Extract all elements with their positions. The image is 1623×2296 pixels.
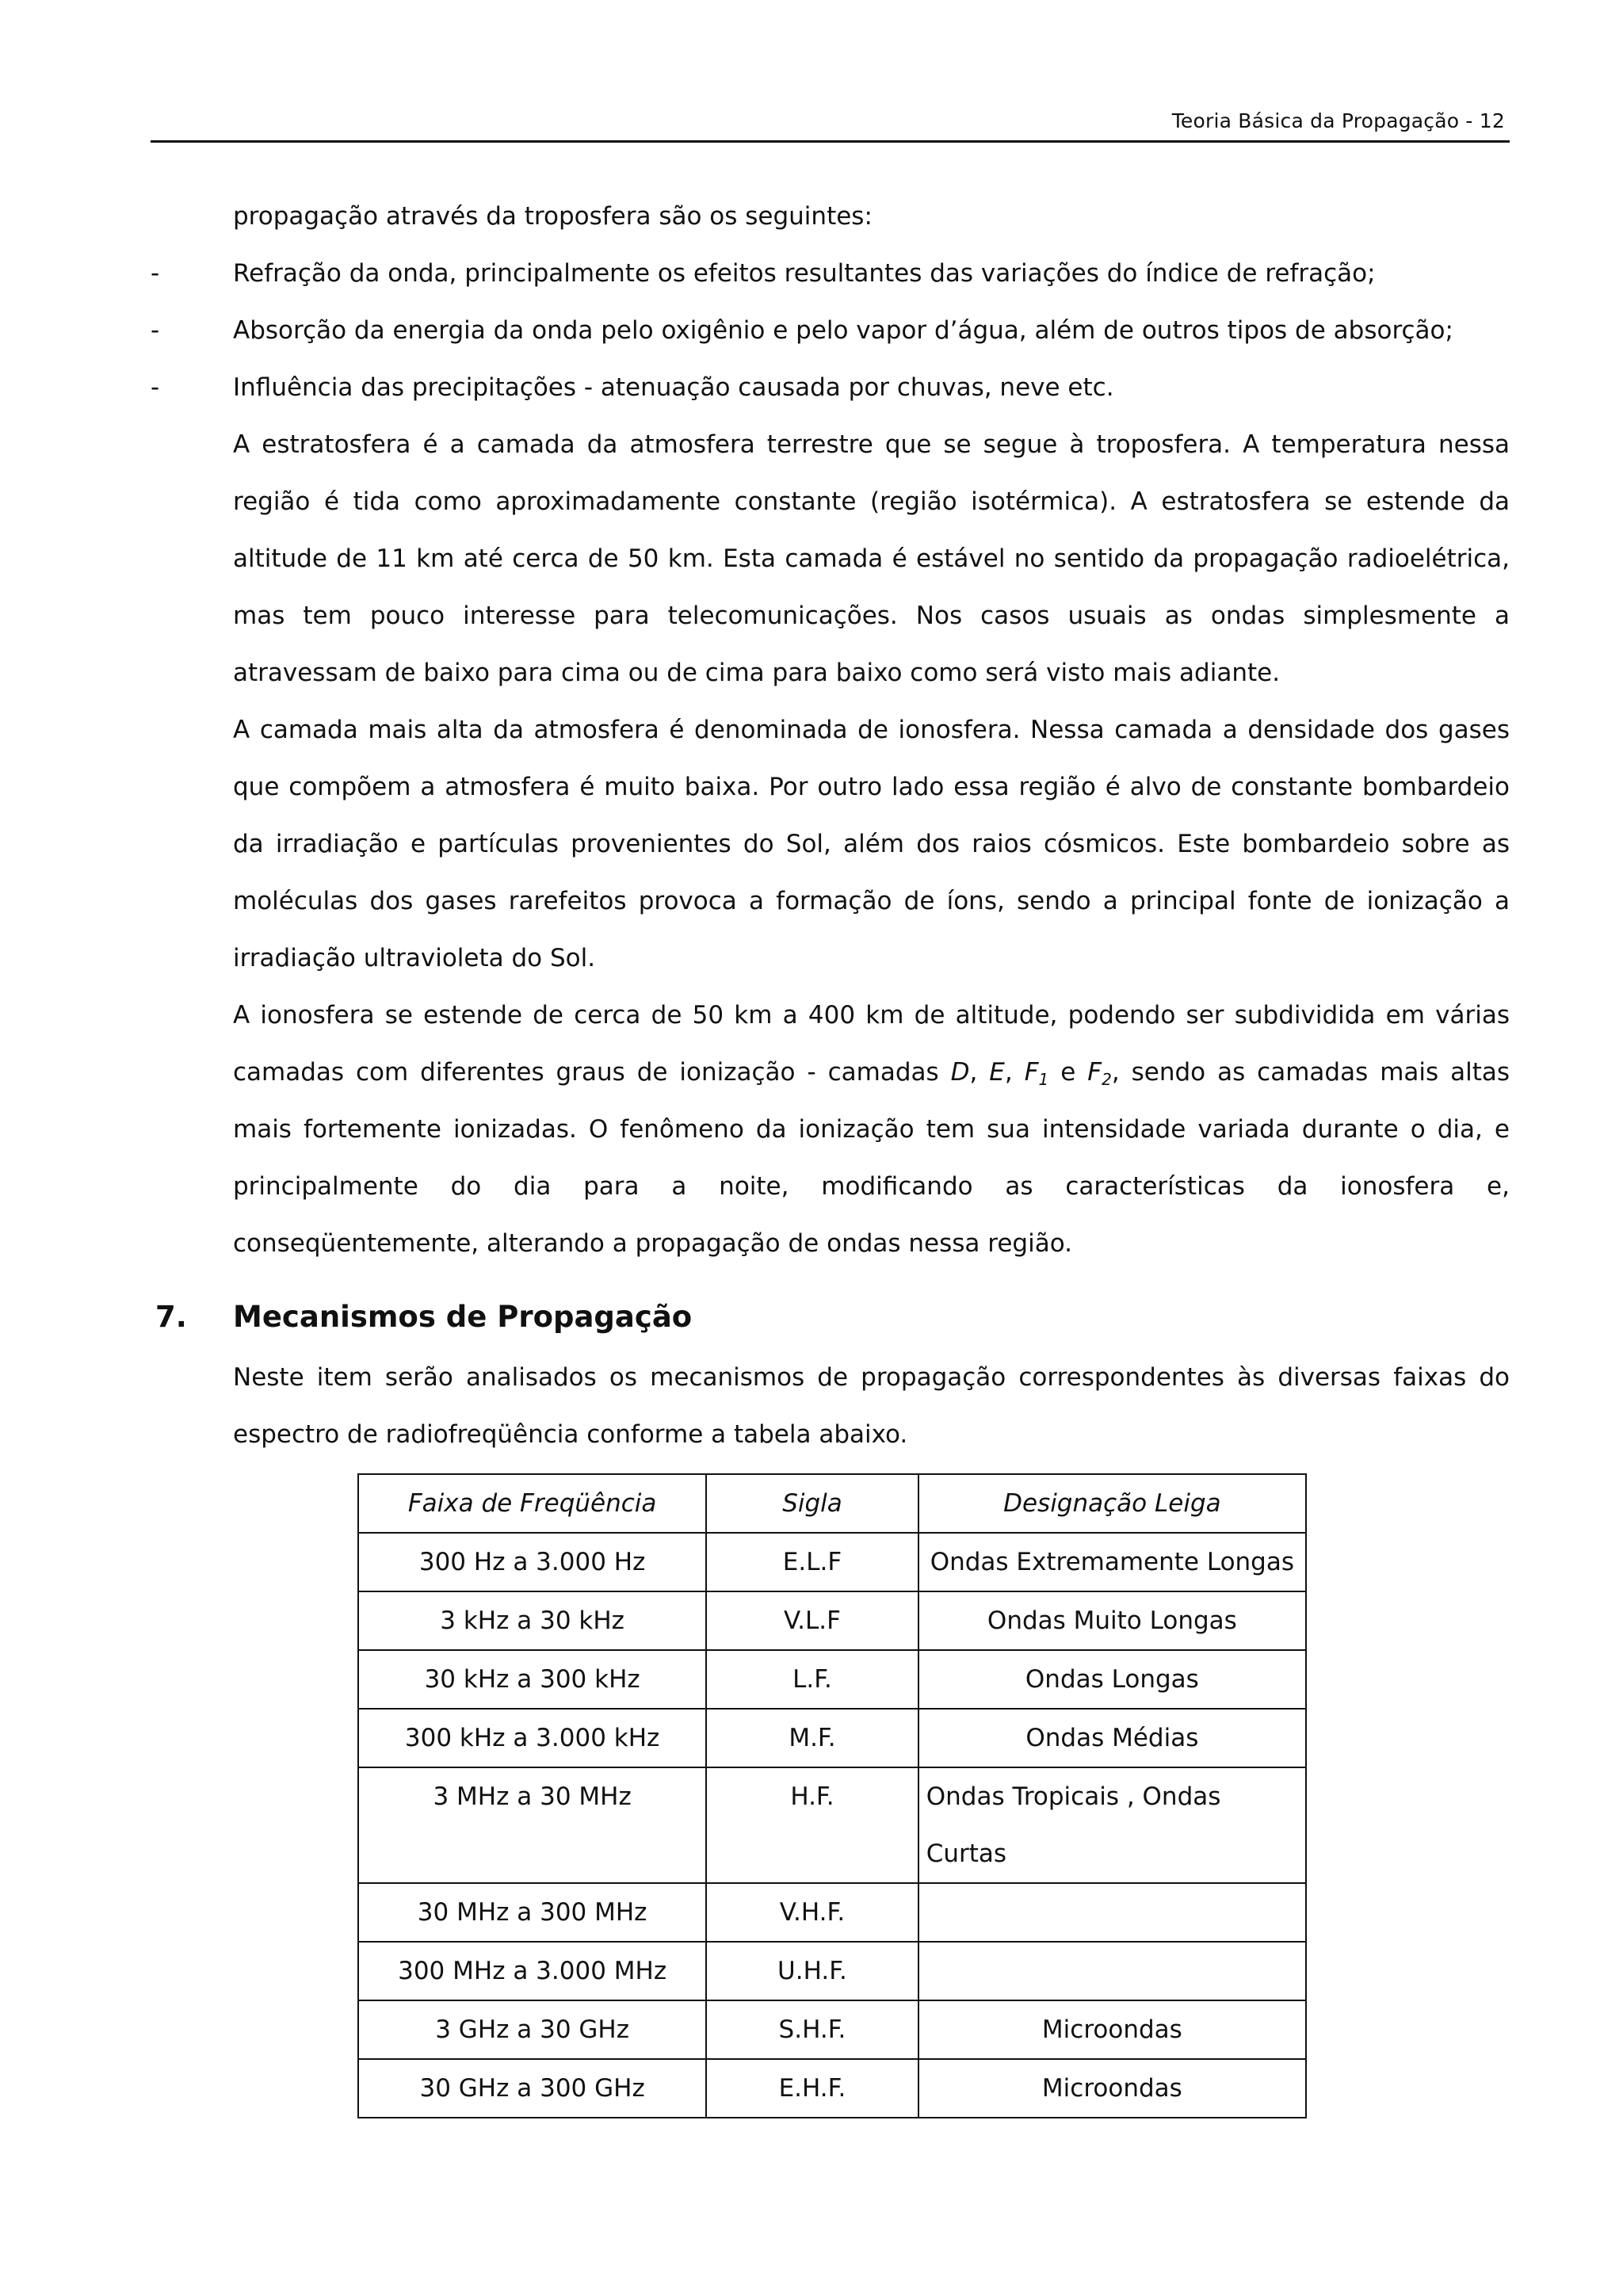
table-cell: Microondas bbox=[918, 2059, 1306, 2118]
paragraph-line: irradiação ultravioleta do Sol. bbox=[233, 944, 596, 972]
section-number: 7. bbox=[155, 1300, 187, 1334]
section-intro-line: Neste item serão analisados os mecanismos de propagação correspondentes às diversas faixas do bbox=[233, 1363, 1510, 1392]
paragraph-line: A ionosfera se estende de cerca de 50 km a 400 km de altitude, podendo ser subdividida em várias bbox=[233, 1001, 1510, 1030]
table-row bbox=[358, 1767, 1306, 1883]
table-cell: Ondas Médias bbox=[918, 1709, 1306, 1767]
table-cell: 3 MHz a 30 MHz bbox=[358, 1767, 706, 1883]
table-header-row bbox=[358, 1474, 1306, 1533]
paragraph-line: mais fortemente ionizadas. O fenômeno da ionização tem sua intensidade variada durante o dia, e bbox=[233, 1115, 1510, 1144]
paragraph-line: principalmente do dia para a noite, modificando as características da ionosfera e, bbox=[233, 1172, 1510, 1201]
table-cell: 30 MHz a 300 MHz bbox=[358, 1883, 706, 1942]
paragraph-line: da irradiação e partículas provenientes do Sol, além dos raios cósmicos. Este bombardeio sobre as bbox=[233, 830, 1510, 858]
table-cell: 3 GHz a 30 GHz bbox=[358, 2000, 706, 2059]
table-row bbox=[358, 2059, 1306, 2118]
table-row bbox=[358, 2000, 1306, 2059]
table-cell: E.H.F. bbox=[706, 2059, 918, 2118]
frequency-table bbox=[357, 1473, 1307, 2118]
bullet-item: Influência das precipitações - atenuação causada por chuvas, neve etc. bbox=[233, 373, 1114, 402]
paragraph-line: atravessam de baixo para cima ou de cima para baixo como será visto mais adiante. bbox=[233, 659, 1281, 687]
table-row bbox=[358, 1942, 1306, 2000]
table-cell bbox=[918, 1883, 1306, 1942]
paragraph-line: A estratosfera é a camada da atmosfera terrestre que se segue à troposfera. A temperatura nessa bbox=[233, 430, 1510, 459]
table-row bbox=[358, 1883, 1306, 1942]
bullet-item: Refração da onda, principalmente os efeitos resultantes das variações do índice de refração; bbox=[233, 259, 1376, 288]
table-cell bbox=[918, 1942, 1306, 2000]
table-header-cell: Faixa de Freqüência bbox=[358, 1474, 706, 1533]
table-cell: L.F. bbox=[706, 1650, 918, 1709]
bullet-marker: - bbox=[151, 316, 160, 345]
table-cell: Ondas Tropicais , Ondas Curtas bbox=[918, 1767, 1306, 1883]
table-cell: S.H.F. bbox=[706, 2000, 918, 2059]
table-cell: Microondas bbox=[918, 2000, 1306, 2059]
table-cell: 300 kHz a 3.000 kHz bbox=[358, 1709, 706, 1767]
table-row bbox=[358, 1709, 1306, 1767]
table-cell: M.F. bbox=[706, 1709, 918, 1767]
table-cell: 30 GHz a 300 GHz bbox=[358, 2059, 706, 2118]
paragraph-line: altitude de 11 km até cerca de 50 km. Esta camada é estável no sentido da propagação radioelétrica, bbox=[233, 544, 1510, 573]
table-cell: Ondas Longas bbox=[918, 1650, 1306, 1709]
running-title: Teoria Básica da Propagação - 12 bbox=[1171, 109, 1505, 132]
paragraph-line: que compõem a atmosfera é muito baixa. Por outro lado essa região é alvo de constante bombardeio bbox=[233, 773, 1510, 801]
table-row bbox=[358, 1591, 1306, 1650]
running-header bbox=[151, 109, 1510, 143]
table-cell: E.L.F bbox=[706, 1533, 918, 1591]
section-intro-line: espectro de radiofreqüência conforme a tabela abaixo. bbox=[233, 1420, 908, 1449]
table-cell: H.F. bbox=[706, 1767, 918, 1883]
bullet-marker: - bbox=[151, 373, 160, 402]
table-row bbox=[358, 1533, 1306, 1591]
table-cell: V.H.F. bbox=[706, 1883, 918, 1942]
table-row bbox=[358, 1650, 1306, 1709]
table-cell: Ondas Muito Longas bbox=[918, 1591, 1306, 1650]
table-cell: V.L.F bbox=[706, 1591, 918, 1650]
table-cell: 300 MHz a 3.000 MHz bbox=[358, 1942, 706, 2000]
section-title: Mecanismos de Propagação bbox=[233, 1300, 693, 1334]
table-header-cell: Sigla bbox=[706, 1474, 918, 1533]
table-header-cell: Designação Leiga bbox=[918, 1474, 1306, 1533]
bullet-item: Absorção da energia da onda pelo oxigênio e pelo vapor d’água, além de outros tipos de absorção; bbox=[233, 316, 1453, 345]
table-cell: Ondas Extremamente Longas bbox=[918, 1533, 1306, 1591]
table-cell: 300 Hz a 3.000 Hz bbox=[358, 1533, 706, 1591]
table-cell: 3 kHz a 30 kHz bbox=[358, 1591, 706, 1650]
intro-line: propagação através da troposfera são os seguintes: bbox=[233, 202, 873, 231]
paragraph-line: moléculas dos gases rarefeitos provoca a formação de íons, sendo a principal fonte de ionização a bbox=[233, 887, 1510, 915]
table-cell: U.H.F. bbox=[706, 1942, 918, 2000]
bullet-marker: - bbox=[151, 259, 160, 288]
paragraph-line: A camada mais alta da atmosfera é denominada de ionosfera. Nessa camada a densidade dos gases bbox=[233, 716, 1510, 744]
paragraph-line: conseqüentemente, alterando a propagação de ondas nessa região. bbox=[233, 1229, 1072, 1258]
paragraph-line-layers: camadas com diferentes graus de ionização - camadas D, E, $F_1$ e $F_2$, sendo as camadas mais altas bbox=[233, 1058, 1510, 1088]
paragraph-line: mas tem pouco interesse para telecomunicações. Nos casos usuais as ondas simplesmente a bbox=[233, 602, 1510, 630]
table-cell: 30 kHz a 300 kHz bbox=[358, 1650, 706, 1709]
paragraph-line: região é tida como aproximadamente constante (região isotérmica). A estratosfera se estende da bbox=[233, 487, 1510, 516]
